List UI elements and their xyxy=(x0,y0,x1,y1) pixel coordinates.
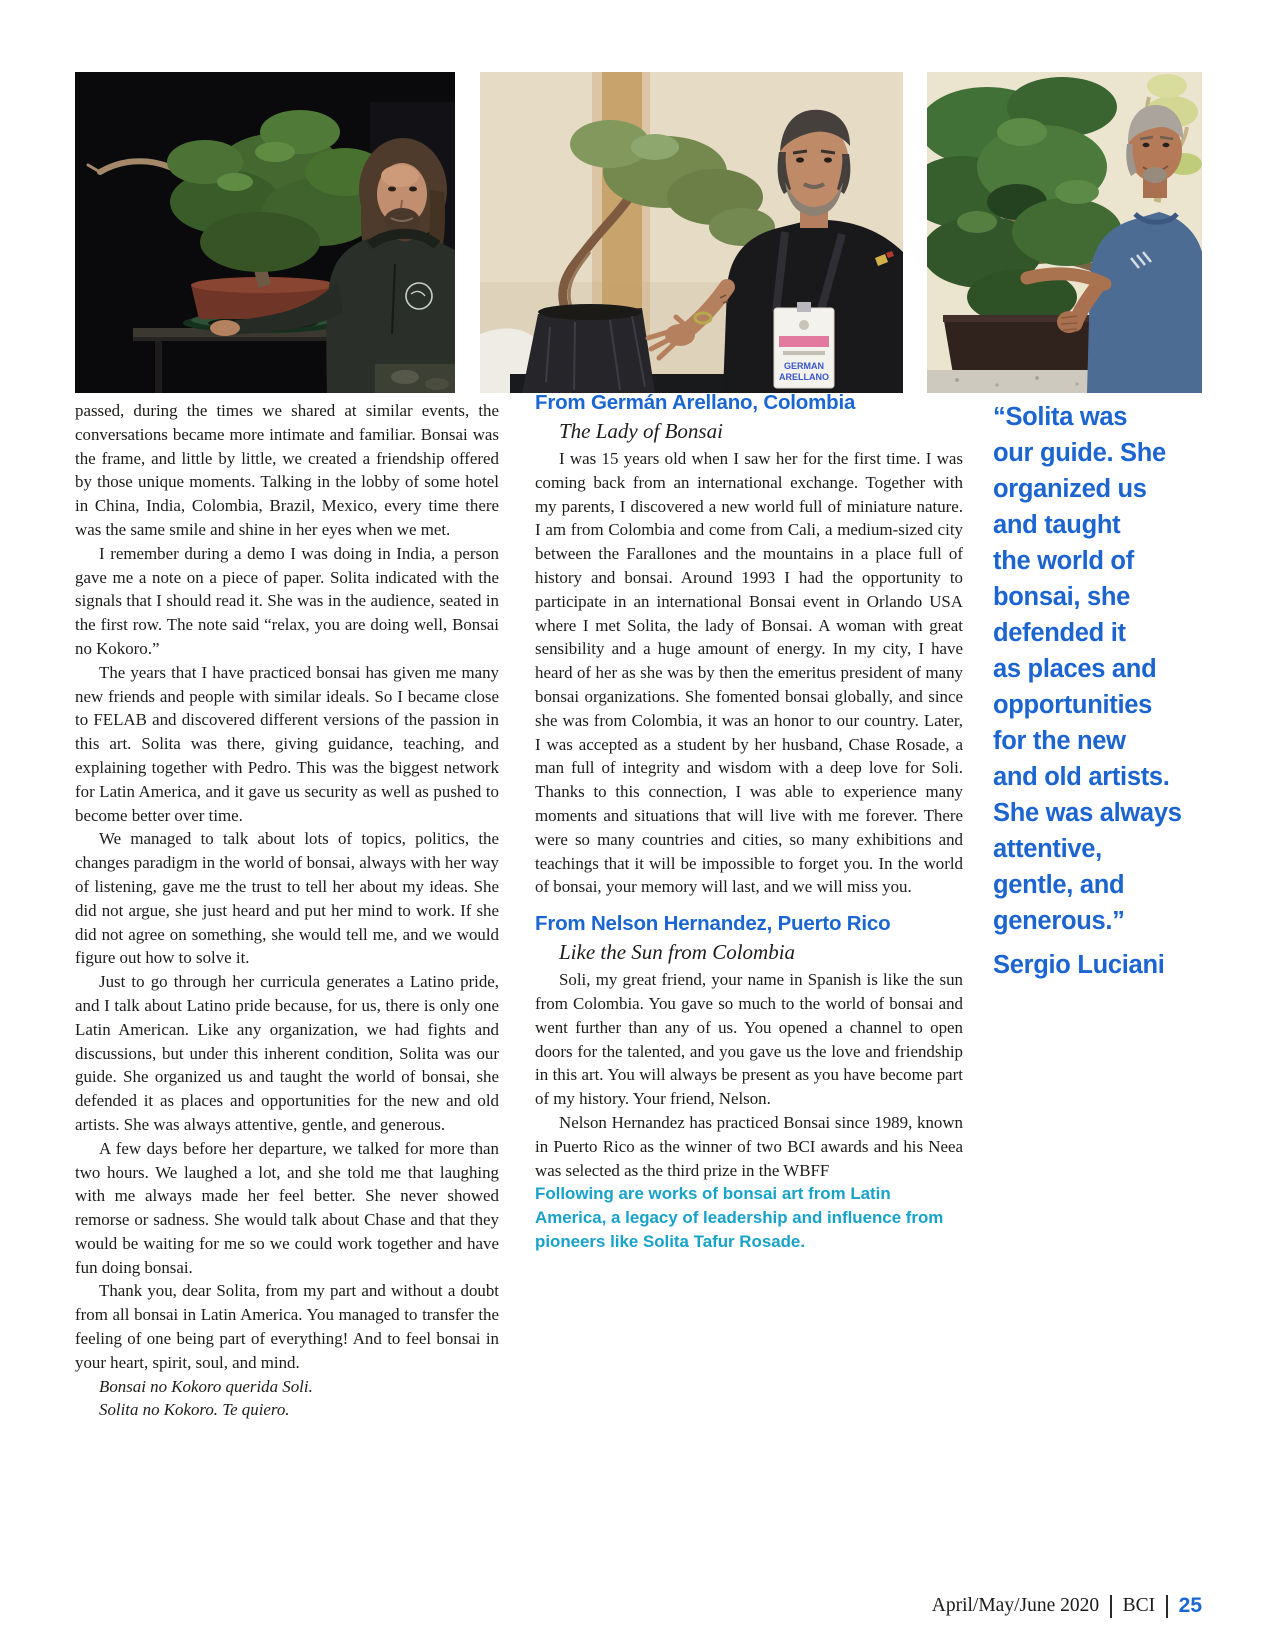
page-number: 25 xyxy=(1178,1594,1202,1617)
body-paragraph: We managed to talk about lots of topics, politics, the changes paradigm in the world of bonsai, always with her way of listening, gave me the trust to tell her about my ideas. She did not argue, she just heard and put her mind to work. If she did not agree on something, she would tell me, and we would figure out how to solve it. xyxy=(75,829,499,968)
pull-quote-line: opportunities xyxy=(993,691,1152,719)
footer-divider xyxy=(1110,1595,1112,1618)
body-paragraph: A few days before her departure, we talked for more than two hours. We laughed a lot, and she told me that laughing with me always made her feel better. She never showed remorse or sadness. She would talk about Chase and that they would be waiting for me so we could work together and have fun doing bonsai. xyxy=(75,1138,499,1277)
photo-2-illustration xyxy=(480,72,903,393)
section-heading-german-arellano: From Germán Arellano, Colombia xyxy=(535,391,856,414)
pull-quote-line: and taught xyxy=(993,511,1121,539)
section-subheading: Like the Sun from Colombia xyxy=(559,940,796,965)
body-paragraph: Nelson Hernandez has practiced Bonsai since 1989, known in Puerto Rico as the winner of two BCI awards and his Neea was selected as the third prize in the WBFF xyxy=(535,1112,963,1180)
column-middle xyxy=(535,391,963,1254)
badge-name-line1: GERMAN xyxy=(784,361,824,371)
pull-quote xyxy=(993,399,1211,983)
footer-divider xyxy=(1166,1595,1168,1618)
column-left xyxy=(75,399,499,1422)
section-heading-nelson-hernandez: From Nelson Hernandez, Puerto Rico xyxy=(535,912,891,936)
footer-brand: BCI xyxy=(1122,1595,1156,1616)
section-subheading: The Lady of Bonsai xyxy=(559,419,723,443)
photo-german-arellano-demo xyxy=(480,72,903,393)
body-paragraph: Just to go through her curricula generates a Latino pride, and I talk about Latino pride because, for us, there is only one Latin American. Like any organization, we had fights and discussions, but under this inherent condition, Solita was our guide. She organized us and taught the world of bonsai, she defended it as places and opportunities for the new and old artists. She was always attentive, gentle, and generous. xyxy=(75,972,499,1134)
pull-quote-line: the world of xyxy=(993,547,1134,575)
closing-line: Solita no Kokoro. Te quiero. xyxy=(99,1400,290,1420)
body-paragraph: Soli, my great friend, your name in Spanish is like the sun from Colombia. You gave so much to the world of bonsai and went further than any of us. You opened a channel to open doors for the talented, and you gave us the love and friendship in this art. You will always be present as you have become part of my history. Your friend, Nelson. xyxy=(535,970,963,1109)
pull-quote-line: She was always xyxy=(993,799,1182,827)
body-paragraph: I was 15 years old when I saw her for the first time. I was coming back from an international exchange. Together with my parents, I discovered a new world full of miniature nature. I am from Colombia and come from Cali, a medium-sized city between the Farallones and the mountains in a place full of history and bonsai. Around 1993 I had the opportunity to participate in an international Bonsai event in Orlando USA where I met Solita, the lady of Bonsai. A woman with great sensibility and a huge amount of energy. In my city, I have heard of her as she was by then the emeritus president of many bonsai organizations. She fomented bonsai globally, and since she was from Colombia, it was an honor to our country. Later, I was accepted as a student by her husband, Chase Rosade, a man full of integrity and wisdom with a deep love for Soli. Thanks to this connection, I was able to experience many moments and situations that will live with me forever. There were so many countries and cities, so many exhibitions and teachings that it will be impossible to forget you. In the world of bonsai, your memory will last, and we will miss you. xyxy=(535,449,963,897)
photo-bonsai-artist-studio xyxy=(75,72,455,393)
body-paragraph: I remember during a demo I was doing in India, a person gave me a note on a piece of paper. Solita indicated with the signals that I should read it. She was in the audience, seated in the first row. The note said “relax, you are doing well, Bonsai no Kokoro.” xyxy=(75,543,499,658)
badge-name-line2: ARELLANO xyxy=(779,372,829,382)
pull-quote-line: bonsai, she xyxy=(993,583,1130,611)
pull-quote-line: generous.” xyxy=(993,907,1125,935)
pull-quote-line: “Solita was xyxy=(993,403,1128,431)
pull-quote-line: our guide. She xyxy=(993,439,1166,467)
page-footer xyxy=(932,1594,1202,1618)
pull-quote-line: as places and xyxy=(993,655,1157,683)
body-paragraph: passed, during the times we shared at similar events, the conversations became more intimate and familiar. Bonsai was the frame, and little by little, we created a friendship offered by those unique moments. Talking in the lobby of some hotel in China, India, Colombia, Brazil, Mexico, every time there was the same smile and shine in her eyes when we met. xyxy=(75,401,499,539)
pull-quote-line: and old artists. xyxy=(993,763,1170,791)
body-paragraph: The years that I have practiced bonsai has given me many new friends and people with similar ideals. So I became close to FELAB and discovered different versions of the passion in this art. Solita was there, giving guidance, teaching, and explaining together with Pedro. This was the biggest network for Latin America, and it gave us security as well as pushed to become better over time. xyxy=(75,662,499,825)
footer-issue-date: April/May/June 2020 xyxy=(931,1595,1100,1616)
photo-1-illustration xyxy=(75,72,455,393)
conference-badge xyxy=(774,302,834,388)
photo-3-illustration xyxy=(927,72,1202,393)
pull-quote-line: attentive, xyxy=(993,835,1102,863)
editorial-callout: Following are works of bonsai art from Latin America, a legacy of leadership and influence from pioneers like Solita Tafur Rosade. xyxy=(535,1184,944,1251)
pull-quote-line: gentle, and xyxy=(993,871,1125,899)
photo-man-with-large-bonsai xyxy=(927,72,1202,393)
closing-line: Bonsai no Kokoro querida Soli. xyxy=(99,1376,313,1396)
body-paragraph: Thank you, dear Solita, from my part and without a doubt from all bonsai in Latin America. You managed to transfer the feeling of one being part of everything! And to feel bonsai in your heart, spirit, soul, and mind. xyxy=(75,1281,499,1372)
pull-quote-attribution: Sergio Luciani xyxy=(993,951,1165,979)
pull-quote-line: for the new xyxy=(993,727,1126,755)
pull-quote-line: organized us xyxy=(993,475,1147,503)
pull-quote-line: defended it xyxy=(993,619,1126,647)
